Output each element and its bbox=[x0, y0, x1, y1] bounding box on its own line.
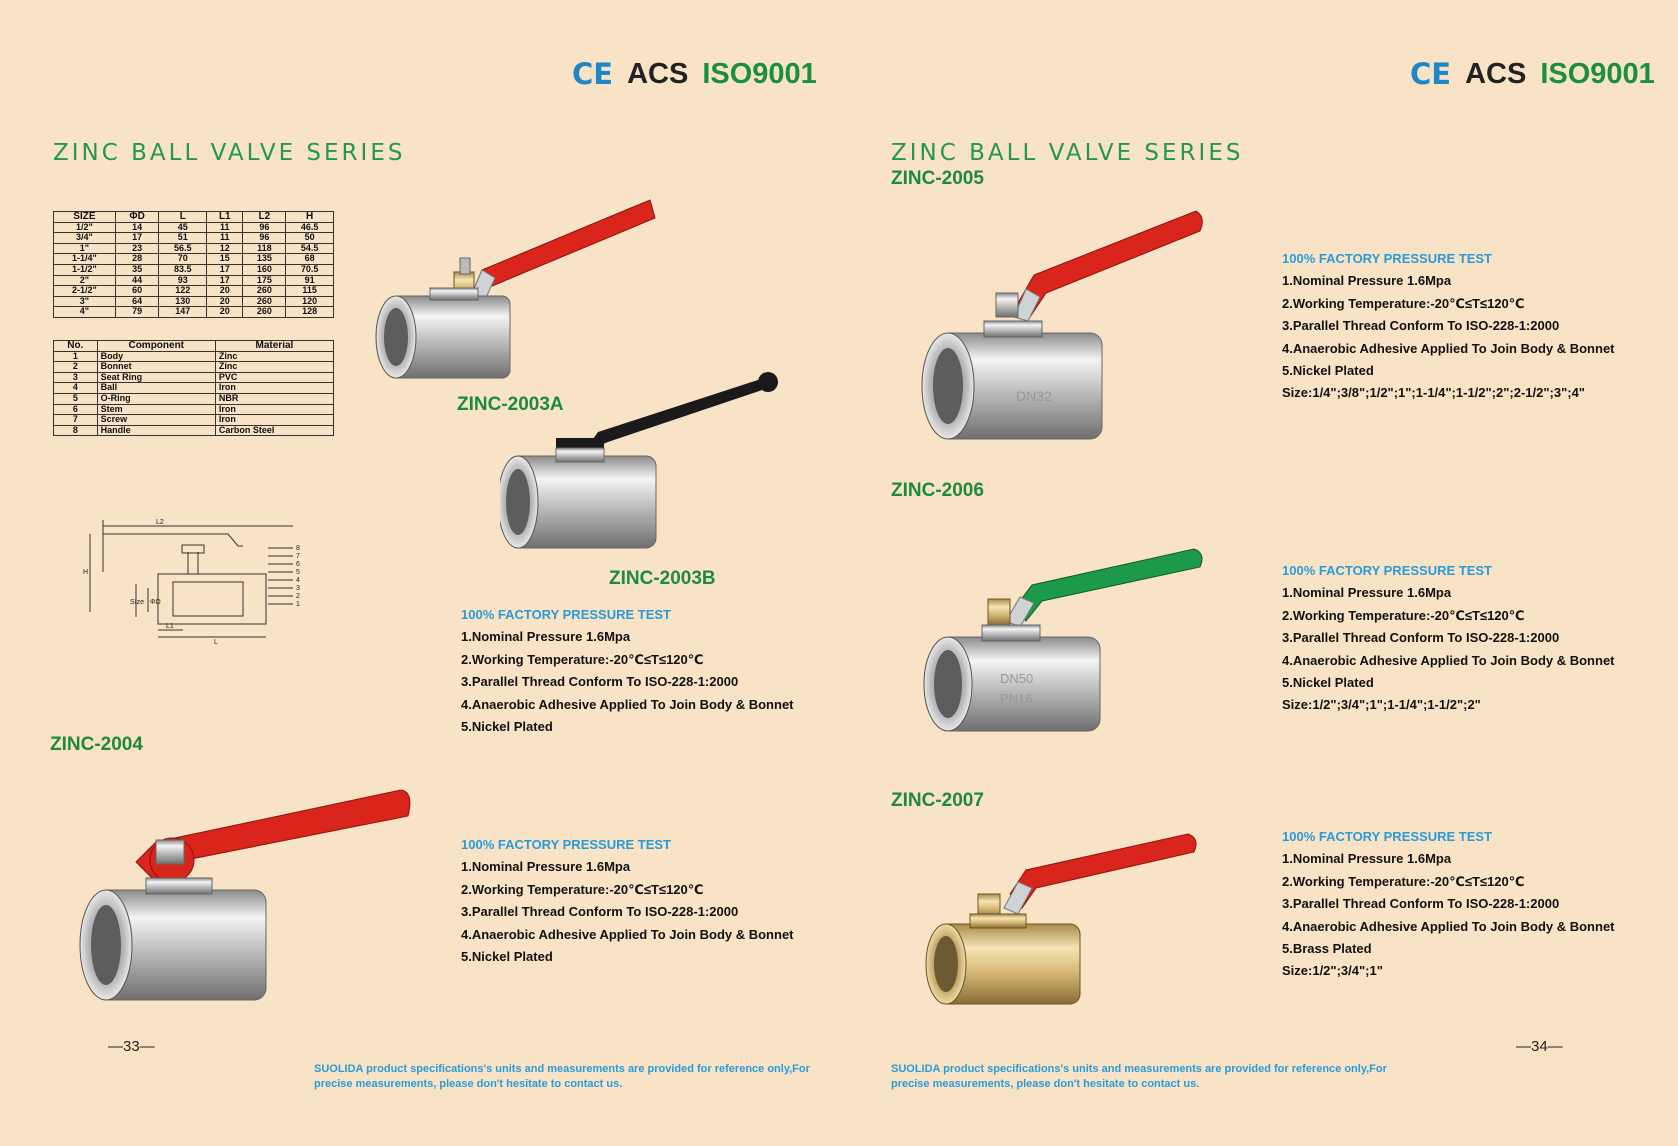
spec-line: 2.Working Temperature:-20℃≤T≤120℃ bbox=[461, 881, 704, 897]
table-cell: 2-1/2" bbox=[54, 286, 116, 297]
ce-mark: CE bbox=[1410, 57, 1452, 91]
table-header-cell: SIZE bbox=[54, 212, 116, 223]
table-header-cell: Component bbox=[97, 341, 215, 352]
spec-line: 4.Anaerobic Adhesive Applied To Join Body & Bonnet bbox=[461, 926, 794, 942]
table-row bbox=[54, 233, 334, 244]
drawing-label-l2: L2 bbox=[156, 519, 164, 526]
table-cell: 64 bbox=[115, 296, 159, 307]
spec-line: Size:1/2";3/4";1" bbox=[1282, 963, 1383, 979]
table-cell: Bonnet bbox=[97, 362, 215, 373]
table-cell: 120 bbox=[286, 296, 334, 307]
specs-heading: 100% FACTORY PRESSURE TEST bbox=[461, 607, 671, 622]
spec-line: 4.Anaerobic Adhesive Applied To Join Body & Bonnet bbox=[1282, 918, 1615, 934]
table-row bbox=[54, 415, 334, 426]
table-cell: 91 bbox=[286, 275, 334, 286]
table-cell: 44 bbox=[115, 275, 159, 286]
table-row bbox=[54, 254, 334, 265]
table-cell: 96 bbox=[243, 222, 286, 233]
cert-logos-right bbox=[1410, 57, 1655, 91]
spec-line: 2.Working Temperature:-20℃≤T≤120℃ bbox=[1282, 873, 1525, 889]
table-header-cell: ΦD bbox=[115, 212, 159, 223]
table-cell: 11 bbox=[207, 233, 243, 244]
spec-line: 2.Working Temperature:-20℃≤T≤120℃ bbox=[1282, 607, 1525, 623]
table-header-cell: Material bbox=[215, 341, 333, 352]
table-cell: 54.5 bbox=[286, 243, 334, 254]
table-cell: 17 bbox=[207, 264, 243, 275]
spec-line: 5.Nickel Plated bbox=[461, 719, 553, 735]
table-row bbox=[54, 404, 334, 415]
table-cell: 4" bbox=[54, 307, 116, 318]
table-cell: 35 bbox=[115, 264, 159, 275]
valve-image-zinc-2003b bbox=[500, 368, 790, 568]
table-row bbox=[54, 296, 334, 307]
table-cell: 135 bbox=[243, 254, 286, 265]
spec-line: 2.Working Temperature:-20℃≤T≤120℃ bbox=[461, 651, 704, 667]
table-cell: 45 bbox=[159, 222, 207, 233]
dimensions-header-row bbox=[54, 212, 334, 223]
table-header-cell: No. bbox=[54, 341, 98, 352]
table-row bbox=[54, 264, 334, 275]
table-row bbox=[54, 307, 334, 318]
table-cell: 130 bbox=[159, 296, 207, 307]
table-cell: 14 bbox=[115, 222, 159, 233]
drawing-num-6: 6 bbox=[296, 561, 300, 568]
table-row bbox=[54, 372, 334, 383]
table-cell: 260 bbox=[243, 286, 286, 297]
drawing-label-l1: L1 bbox=[166, 623, 174, 630]
table-row bbox=[54, 383, 334, 394]
drawing-label-h: H bbox=[83, 569, 89, 576]
drawing-num-5: 5 bbox=[296, 569, 300, 576]
table-row bbox=[54, 286, 334, 297]
series-title-left: ZINC BALL VALVE SERIES bbox=[53, 140, 406, 166]
model-label-zinc-2003b: ZINC-2003B bbox=[609, 568, 716, 589]
spec-line: 3.Parallel Thread Conform To ISO-228-1:2000 bbox=[1282, 630, 1560, 646]
table-cell: 2" bbox=[54, 275, 116, 286]
specs-zinc-2004 bbox=[461, 834, 794, 968]
spec-line: 4.Anaerobic Adhesive Applied To Join Body & Bonnet bbox=[1282, 340, 1615, 356]
specs-heading: 100% FACTORY PRESSURE TEST bbox=[461, 837, 671, 852]
spec-line: 3.Parallel Thread Conform To ISO-228-1:2000 bbox=[1282, 318, 1560, 334]
valve-image-zinc-2005 bbox=[918, 205, 1208, 455]
spec-line: Size:1/2";3/4";1";1-1/4";1-1/2";2" bbox=[1282, 697, 1481, 713]
table-cell: 115 bbox=[286, 286, 334, 297]
table-cell: O-Ring bbox=[97, 393, 215, 404]
specs-zinc-2006 bbox=[1282, 560, 1615, 717]
table-cell: 96 bbox=[243, 233, 286, 244]
table-cell: 28 bbox=[115, 254, 159, 265]
table-cell: 128 bbox=[286, 307, 334, 318]
table-cell: 3" bbox=[54, 296, 116, 307]
spec-line: 1.Nominal Pressure 1.6Mpa bbox=[461, 859, 631, 875]
table-cell: 1 bbox=[54, 351, 98, 362]
spec-line: 4.Anaerobic Adhesive Applied To Join Body & Bonnet bbox=[461, 696, 794, 712]
spec-line: 3.Parallel Thread Conform To ISO-228-1:2000 bbox=[461, 674, 739, 690]
acs-mark: ACS bbox=[1465, 57, 1527, 90]
table-row bbox=[54, 425, 334, 436]
body-mark: DN50 bbox=[1000, 671, 1034, 686]
spec-line: 1.Nominal Pressure 1.6Mpa bbox=[1282, 585, 1452, 601]
table-cell: Body bbox=[97, 351, 215, 362]
table-cell: 23 bbox=[115, 243, 159, 254]
table-row bbox=[54, 351, 334, 362]
table-cell: 17 bbox=[115, 233, 159, 244]
spec-line: 1.Nominal Pressure 1.6Mpa bbox=[1282, 851, 1452, 867]
footer-note-left: SUOLIDA product specifications's units and measurements are provided for reference only,For precise measurements, please don't hesitate to contact us. bbox=[314, 1063, 810, 1090]
table-row bbox=[54, 222, 334, 233]
table-cell: 118 bbox=[243, 243, 286, 254]
table-cell: 2 bbox=[54, 362, 98, 373]
table-cell: 175 bbox=[243, 275, 286, 286]
table-cell: Screw bbox=[97, 415, 215, 426]
spec-line: 2.Working Temperature:-20℃≤T≤120℃ bbox=[1282, 295, 1525, 311]
model-label-zinc-2007: ZINC-2007 bbox=[891, 790, 984, 811]
technical-drawing bbox=[78, 512, 310, 652]
drawing-num-7: 7 bbox=[296, 553, 300, 560]
model-label-zinc-2003a: ZINC-2003A bbox=[457, 394, 564, 415]
table-cell: Stem bbox=[97, 404, 215, 415]
valve-image-zinc-2003a bbox=[370, 188, 660, 393]
table-cell: 20 bbox=[207, 286, 243, 297]
drawing-label-l: L bbox=[214, 639, 218, 646]
series-title-right: ZINC BALL VALVE SERIES bbox=[891, 140, 1244, 166]
component-header-row bbox=[54, 341, 334, 352]
table-cell: 46.5 bbox=[286, 222, 334, 233]
table-cell: 260 bbox=[243, 296, 286, 307]
table-cell: 3 bbox=[54, 372, 98, 383]
body-mark: PN16 bbox=[1000, 691, 1033, 706]
valve-image-zinc-2007 bbox=[918, 830, 1208, 1015]
spec-line: 4.Anaerobic Adhesive Applied To Join Body & Bonnet bbox=[1282, 652, 1615, 668]
table-cell: 160 bbox=[243, 264, 286, 275]
specs-zinc-2005 bbox=[1282, 248, 1615, 405]
table-cell: 15 bbox=[207, 254, 243, 265]
table-cell: 7 bbox=[54, 415, 98, 426]
model-label-zinc-2004: ZINC-2004 bbox=[50, 734, 143, 755]
body-mark: DN32 bbox=[1016, 388, 1052, 404]
iso-mark: ISO9001 bbox=[1540, 57, 1655, 90]
specs-zinc-2007 bbox=[1282, 826, 1615, 983]
table-cell: 1-1/4" bbox=[54, 254, 116, 265]
table-cell: 260 bbox=[243, 307, 286, 318]
table-header-cell: L bbox=[159, 212, 207, 223]
drawing-label-d: ΦD bbox=[150, 599, 161, 606]
table-cell: 3/4" bbox=[54, 233, 116, 244]
spec-line: 5.Nickel Plated bbox=[461, 949, 553, 965]
dimensions-table bbox=[53, 211, 334, 318]
table-cell: 1" bbox=[54, 243, 116, 254]
drawing-num-2: 2 bbox=[296, 593, 300, 600]
spec-line: 3.Parallel Thread Conform To ISO-228-1:2000 bbox=[1282, 896, 1560, 912]
table-cell: Carbon Steel bbox=[215, 425, 333, 436]
spec-line: 5.Nickel Plated bbox=[1282, 675, 1374, 691]
specs-heading: 100% FACTORY PRESSURE TEST bbox=[1282, 829, 1492, 844]
table-cell: 70.5 bbox=[286, 264, 334, 275]
specs-heading: 100% FACTORY PRESSURE TEST bbox=[1282, 251, 1492, 266]
table-cell: 68 bbox=[286, 254, 334, 265]
page-number-left: —33— bbox=[108, 1038, 155, 1055]
table-cell: NBR bbox=[215, 393, 333, 404]
table-cell: 93 bbox=[159, 275, 207, 286]
model-label-zinc-2005: ZINC-2005 bbox=[891, 168, 984, 189]
footer-note-right: SUOLIDA product specifications's units and measurements are provided for reference only,For precise measurements, please don't hesitate to contact us. bbox=[891, 1063, 1387, 1090]
table-cell: Iron bbox=[215, 383, 333, 394]
table-cell: 1-1/2" bbox=[54, 264, 116, 275]
table-header-cell: L2 bbox=[243, 212, 286, 223]
ce-mark: CE bbox=[572, 57, 614, 91]
spec-line: 5.Brass Plated bbox=[1282, 941, 1372, 957]
table-cell: 60 bbox=[115, 286, 159, 297]
drawing-label-size: SIze bbox=[130, 599, 145, 606]
table-cell: 17 bbox=[207, 275, 243, 286]
table-cell: 56.5 bbox=[159, 243, 207, 254]
table-cell: 147 bbox=[159, 307, 207, 318]
table-row bbox=[54, 362, 334, 373]
specs-zinc-2003 bbox=[461, 604, 794, 738]
table-cell: 50 bbox=[286, 233, 334, 244]
table-cell: 11 bbox=[207, 222, 243, 233]
table-cell: Handle bbox=[97, 425, 215, 436]
table-header-cell: H bbox=[286, 212, 334, 223]
table-cell: 1/2" bbox=[54, 222, 116, 233]
cert-logos-left bbox=[572, 57, 817, 91]
table-cell: 6 bbox=[54, 404, 98, 415]
table-row bbox=[54, 393, 334, 404]
iso-mark: ISO9001 bbox=[702, 57, 817, 90]
table-cell: Iron bbox=[215, 415, 333, 426]
component-table bbox=[53, 340, 334, 436]
table-cell: 122 bbox=[159, 286, 207, 297]
drawing-num-3: 3 bbox=[296, 585, 300, 592]
spec-line: 5.Nickel Plated bbox=[1282, 363, 1374, 379]
spec-line: 1.Nominal Pressure 1.6Mpa bbox=[461, 629, 631, 645]
page-number-right: —34— bbox=[1516, 1038, 1563, 1055]
table-row bbox=[54, 275, 334, 286]
spec-line: 1.Nominal Pressure 1.6Mpa bbox=[1282, 273, 1452, 289]
drawing-num-4: 4 bbox=[296, 577, 300, 584]
table-cell: 83.5 bbox=[159, 264, 207, 275]
table-cell: 20 bbox=[207, 296, 243, 307]
table-cell: 12 bbox=[207, 243, 243, 254]
table-cell: PVC bbox=[215, 372, 333, 383]
table-row bbox=[54, 243, 334, 254]
valve-image-zinc-2006 bbox=[918, 545, 1208, 740]
table-cell: 8 bbox=[54, 425, 98, 436]
table-cell: 5 bbox=[54, 393, 98, 404]
drawing-num-1: 1 bbox=[296, 601, 300, 608]
table-cell: Seat Ring bbox=[97, 372, 215, 383]
table-cell: 51 bbox=[159, 233, 207, 244]
acs-mark: ACS bbox=[627, 57, 689, 90]
specs-heading: 100% FACTORY PRESSURE TEST bbox=[1282, 563, 1492, 578]
spec-line: Size:1/4";3/8";1/2";1";1-1/4";1-1/2";2";2-1/2";3";4" bbox=[1282, 385, 1585, 401]
table-header-cell: L1 bbox=[207, 212, 243, 223]
drawing-num-8: 8 bbox=[296, 545, 300, 552]
spec-line: 3.Parallel Thread Conform To ISO-228-1:2000 bbox=[461, 904, 739, 920]
table-cell: Zinc bbox=[215, 362, 333, 373]
valve-image-zinc-2004 bbox=[76, 782, 416, 1012]
table-cell: 79 bbox=[115, 307, 159, 318]
table-cell: 20 bbox=[207, 307, 243, 318]
table-cell: Iron bbox=[215, 404, 333, 415]
table-cell: Ball bbox=[97, 383, 215, 394]
table-cell: 4 bbox=[54, 383, 98, 394]
table-cell: Zinc bbox=[215, 351, 333, 362]
model-label-zinc-2006: ZINC-2006 bbox=[891, 480, 984, 501]
table-cell: 70 bbox=[159, 254, 207, 265]
